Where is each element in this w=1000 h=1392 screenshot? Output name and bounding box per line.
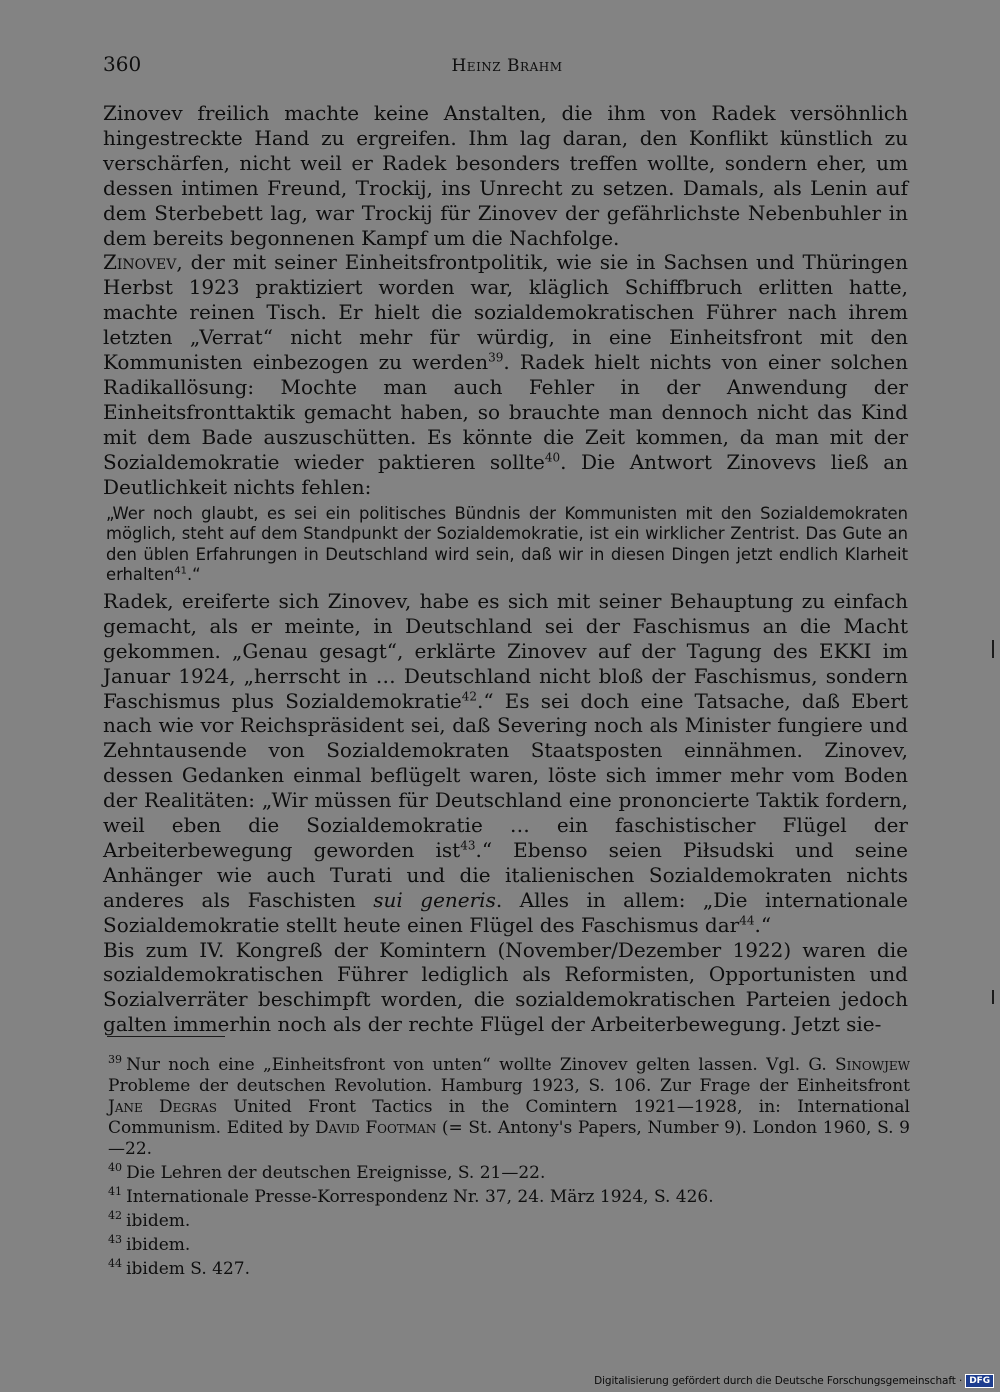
dfg-logo: DFG: [965, 1374, 994, 1388]
footnote-number: 39: [108, 1053, 123, 1067]
footnote-number: 40: [108, 1161, 123, 1175]
footnote: [108, 1055, 910, 1160]
footnote-text: Die Lehren der deutschen Ereignisse, S. 21—22.: [126, 1163, 546, 1183]
footnote-number: 42: [108, 1209, 123, 1223]
paragraph: [103, 589, 908, 938]
text-run: .“ Ebenso seien Piłsudski und seine Anhänger wie auch Turati und die italienischen Sozialdemokraten nichts anderes als Faschisten: [103, 837, 908, 912]
author-name: G. Sinowjew: [808, 1055, 910, 1075]
digitization-credit: [594, 1374, 994, 1388]
footnote: [108, 1163, 910, 1184]
footnote: [108, 1235, 910, 1256]
author-name: David Footman: [314, 1118, 437, 1138]
footnote-text: ibidem.: [126, 1211, 191, 1231]
text-run: Radek, ereiferte sich Zinovev, habe es sich mit seiner Behauptung zu einfach gemacht, als er meinte, in Deutschland sei der Faschismus an die Macht gekommen. „Genau gesagt“, erklärte Zinovev auf der Tagung des EKKI im Januar 1924, „herrscht in … Deutschland nicht bloß der Faschismus, sondern Faschismus plus Sozialdemokratie: [103, 588, 908, 713]
footnote: [108, 1259, 910, 1280]
footnote: [108, 1187, 910, 1208]
footnote-ref: 40: [544, 450, 561, 465]
text-run: , der mit seiner Einheitsfrontpolitik, wie sie in Sachsen und Thüringen Herbst 1923 praktiziert worden war, kläglich Schiffbruch erlitten hatte, machte reinen Tisch. Er hielt die sozialdemokratischen Führer nach ihrem letzten „Verrat“ nicht mehr für würdig, in eine Einheitsfront mit den Kommunisten einbezogen zu werden: [103, 250, 908, 375]
footnote-ref: 43: [460, 838, 476, 853]
paragraph: Zinovev freilich machte keine Anstalten, die ihm von Radek versöhnlich hingestreckte Hand zu ergreifen. Ihm lag daran, den Konflikt künstlich zu verschärfen, nicht weil er Radek besonders treffen wollte, sondern eher, um dessen intimen Freund, Trockij, ins Unrecht zu setzen. Damals, als Lenin auf dem Sterbebett lag, war Trockij für Zinovev der gefährlichste Nebenbuhler in dem bereits begonnenen Kampf um die Nachfolge.: [103, 101, 908, 250]
footnote-ref: 42: [461, 688, 477, 703]
footnote-ref: 41: [174, 565, 187, 577]
quote-close: .“: [186, 565, 201, 585]
main-text: [103, 101, 908, 1037]
footnote-ref: 44: [739, 913, 755, 927]
quote-text: „Wer noch glaubt, es sei ein politisches Bündnis der Kommunisten mit den Sozialdemokraten möglich, steht auf dem Standpunkt der Sozialdemokratie, ist ein wirklicher Zentrist. Das Gute an den üblen Erfahrungen in Deutschland wird sein, daß wir in diesen Dingen jetzt endlich Klarheit erhalten: [106, 503, 908, 585]
scan-edge-mark: [992, 990, 994, 1004]
text-run: .“: [754, 912, 772, 937]
footnote-number: 43: [108, 1233, 123, 1247]
footnote-divider: [107, 1036, 225, 1037]
italic-phrase: sui generis: [373, 887, 496, 912]
author-name: Jane Degras: [108, 1097, 217, 1117]
page-number: 360: [103, 52, 142, 76]
text-run: . Radek hielt nichts von einer solchen Radikallösung: Mochte man auch Fehler in der Anwendung der Einheitsfronttaktik gemacht haben, so brauchte man dennoch nicht das Kind mit dem Bade auszuschütten. Es könnte die Zeit kommen, da man mit der Sozialdemokratie wieder paktieren sollte: [103, 350, 908, 474]
name-small-caps: Zinovev: [103, 250, 177, 275]
text-run: . Die Antwort Zinovevs ließ an Deutlichkeit nichts fehlen:: [103, 449, 908, 499]
scan-edge-mark: [992, 640, 994, 658]
text-run: .“ Es sei doch eine Tatsache, daß Ebert nach wie vor Reichspräsident sei, daß Severing noch als Minister fungiere und Zehntausende von Sozialdemokraten Staatsposten einnähmen. Zinovev, dessen Gedanken einmal beflügelt waren, löste sich immer mehr vom Boden der Realitäten: „Wir müssen für Deutschland eine prononcierte Taktik fordern, weil eben die Sozialdemokratie … ein faschistischer Flügel der Arbeiterbewegung geworden ist: [103, 688, 908, 862]
footnote-text: Internationale Presse-Korrespondenz Nr. 37, 24. März 1924, S. 426.: [126, 1187, 714, 1207]
block-quote: [103, 504, 908, 586]
footnote-text: (= St. Antony's Papers, Number 9). London 1960, S. 9—22.: [108, 1118, 910, 1159]
paragraph: [103, 250, 908, 499]
footnote-ref: 39: [488, 350, 504, 365]
footnote: [108, 1211, 910, 1232]
footnote-text: Nur noch eine „Einheitsfront von unten“ wollte Zinovev gelten lassen. Vgl.: [126, 1055, 809, 1075]
page-header: [103, 52, 911, 82]
text-run: . Alles in allem: „Die internationale Sozialdemokratie stellt heute einen Flügel des Faschismus dar: [103, 887, 908, 937]
footnote-number: 44: [108, 1257, 123, 1271]
footnote-text: Probleme der deutschen Revolution. Hamburg 1923, S. 106. Zur Frage der Einheitsfront: [108, 1076, 910, 1096]
footnote-number: 41: [108, 1185, 123, 1199]
footnotes: [108, 1055, 910, 1283]
paragraph: Bis zum IV. Kongreß der Komintern (November/Dezember 1922) waren die sozialdemokratischen Führer lediglich als Reformisten, Opportunisten und Sozialverräter beschimpft worden, die sozialdemokratischen Parteien jedoch galten immerhin noch als der rechte Flügel der Arbeiterbewegung. Jetzt sie-: [103, 937, 908, 1037]
footnote-text: ibidem S. 427.: [126, 1259, 250, 1279]
footnote-text: United Front Tactics in the Comintern 1921—1928, in: International Communism. Edited by: [108, 1097, 910, 1138]
credit-text: Digitalisierung gefördert durch die Deutsche Forschungsgemeinschaft ·: [594, 1375, 963, 1387]
running-head: Heinz Brahm: [451, 56, 563, 76]
footnote-text: ibidem.: [126, 1235, 191, 1255]
